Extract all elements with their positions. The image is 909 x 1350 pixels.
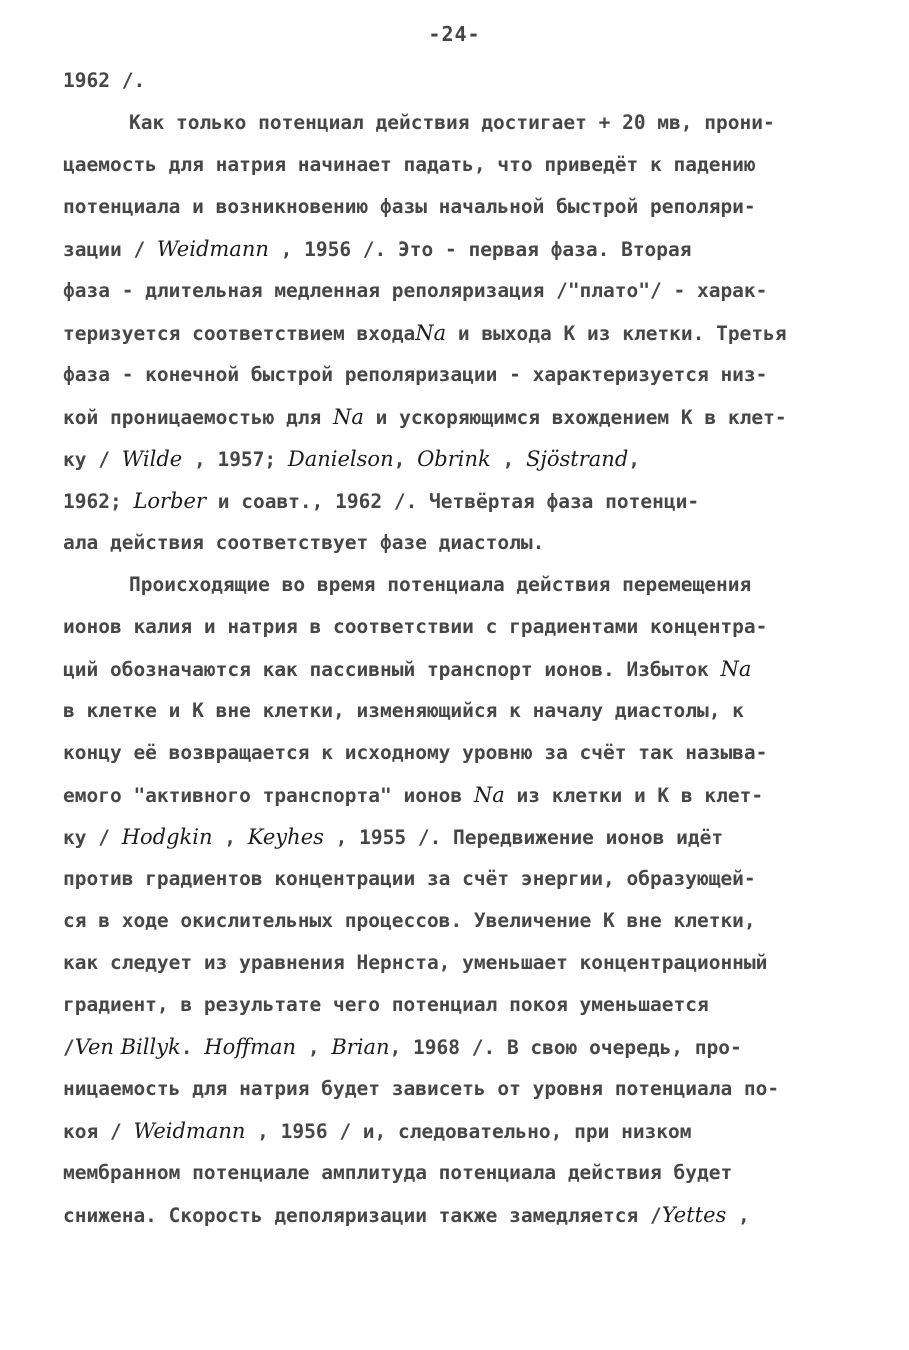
handwritten-insert: Danielson: [287, 447, 394, 471]
typed-text: в клетке и К вне клетки, изменяющийся к началу диастолы, к: [63, 699, 744, 722]
text-line: [63, 60, 853, 102]
text-line: [63, 102, 853, 144]
text-line: [63, 858, 853, 900]
typed-text: .: [180, 1036, 205, 1059]
typed-text: Как только потенциал действия достигает + 20 мв, прони-: [129, 111, 775, 134]
typed-text: кой проницаемостью для: [63, 406, 334, 429]
typed-text: как следует из уравнения Нернста, уменьшает концентрационный: [63, 951, 768, 974]
text-line: [63, 1110, 853, 1152]
text-line: [63, 1152, 853, 1194]
typed-text: концу её возвращается к исходному уровню за счёт так называ-: [63, 741, 768, 764]
typed-text: потенциала и возникновению фазы начальной быстрой реполяри-: [63, 195, 756, 218]
typed-text: теризуется соответствием входа: [63, 322, 416, 345]
handwritten-insert: Na: [333, 405, 364, 429]
handwritten-insert: Na: [720, 657, 752, 681]
text-line: [63, 1194, 853, 1236]
typed-text: емого "активного транспорта" ионов: [63, 784, 474, 807]
handwritten-insert: Na: [473, 783, 505, 807]
typed-text: против градиентов концентрации за счёт энергии, образующей-: [63, 867, 756, 890]
typed-text: Происходящие во время потенциала действия перемещения: [129, 573, 752, 596]
typed-text: и ускоряющимся вхождением К в клет-: [363, 406, 787, 429]
text-line: [63, 984, 853, 1026]
text-line: [63, 690, 853, 732]
typed-text: и выхода К из клетки. Третья: [446, 322, 787, 345]
handwritten-insert: Keyhes: [247, 825, 324, 849]
typed-text: ку /: [63, 448, 122, 471]
typed-text: , 1968 /. В свою очередь, про-: [389, 1036, 742, 1059]
text-line: [63, 354, 853, 396]
typed-text: ,: [490, 448, 526, 471]
handwritten-insert: Brian: [331, 1035, 390, 1059]
text-line: [63, 732, 853, 774]
typed-text: градиент, в результате чего потенциал покоя уменьшается: [63, 993, 709, 1016]
typed-text: и соавт., 1962 /. Четвёртая фаза потенци-: [206, 490, 700, 513]
typed-text: цаемость для натрия начинает падать, что приведёт к падению: [63, 153, 756, 176]
typed-text: , 1955 /. Передвижение ионов идёт: [323, 826, 724, 849]
text-line: [63, 564, 853, 606]
typed-text: ,: [393, 448, 418, 471]
typed-text: из клетки и К в клет-: [504, 784, 764, 807]
typed-text: ций обозначаются как пассивный транспорт ионов. Избыток: [63, 658, 721, 681]
text-line: [63, 396, 853, 438]
typed-text: ку /: [63, 826, 122, 849]
handwritten-insert: Lorber: [133, 489, 206, 513]
text-line: [63, 228, 853, 270]
text-line: [63, 900, 853, 942]
handwritten-insert: Obrink: [417, 447, 491, 471]
typed-text: фаза - конечной быстрой реполяризации - характеризуется низ-: [63, 363, 768, 386]
text-line: [63, 1068, 853, 1110]
typed-text: 1962 /.: [63, 69, 146, 92]
page-number: -24-: [428, 22, 481, 46]
typed-text: ницаемость для натрия будет зависеть от уровня потенциала по-: [63, 1077, 780, 1100]
handwritten-insert: Hodgkin: [121, 825, 213, 849]
typed-text: , 1956 / и, следовательно, при низком: [245, 1120, 692, 1143]
typed-text: ала действия соответствует фазе диастолы.: [63, 531, 545, 554]
text-line: [63, 522, 853, 564]
typed-text: коя /: [63, 1120, 134, 1143]
text-line: [63, 1026, 853, 1068]
text-line: [63, 648, 853, 690]
text-line: [63, 480, 853, 522]
body-text: [63, 60, 853, 1236]
text-line: [63, 270, 853, 312]
handwritten-insert: Ven Billyk: [74, 1035, 181, 1059]
typed-text: /: [63, 1036, 75, 1059]
typed-text: 1962;: [63, 490, 134, 513]
handwritten-insert: Weidmann: [133, 1119, 246, 1143]
handwritten-insert: Hoffman: [204, 1035, 297, 1059]
text-line: [63, 774, 853, 816]
text-line: [63, 438, 853, 480]
typed-text: ,: [628, 448, 641, 471]
handwritten-insert: Weidmann: [156, 237, 269, 261]
handwritten-insert: Na: [415, 321, 447, 345]
typed-text: снижена. Скорость деполяризации также замедляется /: [63, 1204, 662, 1227]
text-line: [63, 312, 853, 354]
handwritten-insert: Wilde: [121, 447, 183, 471]
typed-text: фаза - длительная медленная реполяризация /"плато"/ - харак-: [63, 279, 768, 302]
text-line: [63, 816, 853, 858]
typed-text: , 1957;: [182, 448, 288, 471]
typed-text: , 1956 /. Это - первая фаза. Вторая: [268, 238, 692, 261]
typed-text: ,: [296, 1036, 332, 1059]
handwritten-insert: Yettes: [661, 1203, 727, 1227]
handwritten-insert: Sjöstrand: [525, 447, 629, 471]
typed-text: ионов калия и натрия в соответствии с градиентами концентра-: [63, 615, 768, 638]
text-line: [63, 942, 853, 984]
typed-text: ,: [726, 1204, 750, 1227]
typed-text: ся в ходе окислительных процессов. Увеличение К вне клетки,: [63, 909, 756, 932]
typed-text: ,: [212, 826, 248, 849]
typed-text: мембранном потенциале амплитуда потенциала действия будет: [63, 1161, 733, 1184]
typed-text: зации /: [63, 238, 157, 261]
text-line: [63, 144, 853, 186]
text-line: [63, 186, 853, 228]
text-line: [63, 606, 853, 648]
